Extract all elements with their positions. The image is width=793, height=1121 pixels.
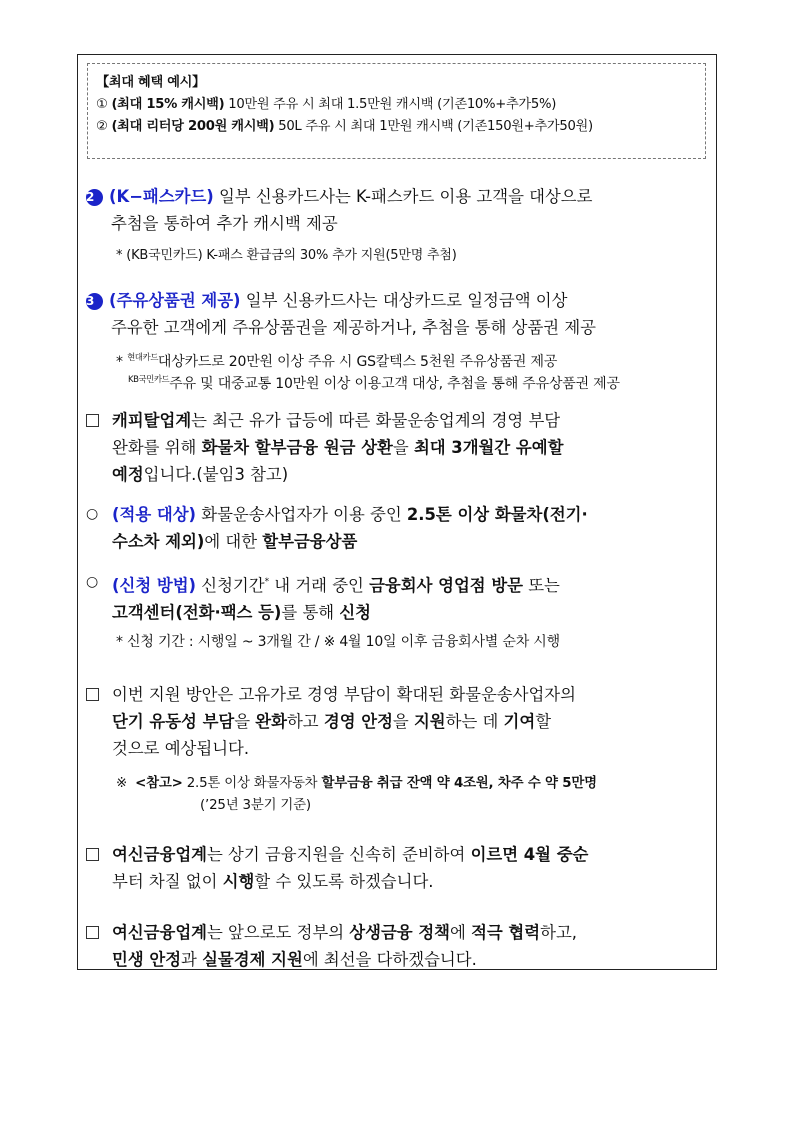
capital-text: 완화를 위해 — [112, 438, 202, 457]
kpass-line2: 추첨을 통하여 추가 캐시백 제공 — [111, 214, 338, 233]
benefit-item-text: 50L 주유 시 최대 1만원 캐시백 (기존150원+추가50원) — [274, 119, 593, 134]
issuer-label: 현대카드 — [127, 353, 158, 363]
kpass-heading: (K−패스카드) — [109, 187, 214, 206]
square-bullet-icon — [86, 414, 99, 427]
effect-line3: 것으로 예상됩니다. — [112, 739, 250, 758]
reference-bold: 할부금융 취급 잔액 약 4조원, 차주 수 약 5만명 — [321, 776, 597, 791]
voucher-heading: (주유상품권 제공) — [109, 291, 241, 310]
effect-bold: 단기 유동성 부담 — [112, 712, 235, 731]
target-bold: 할부금융상품 — [262, 532, 358, 551]
credit-text: 에 최선을 다하겠습니다. — [302, 950, 477, 969]
reference-note — [116, 773, 597, 795]
circled-number-1: ① — [96, 97, 108, 112]
document-frame — [77, 54, 717, 970]
capital-text: 을 — [392, 438, 414, 457]
credit-text: 는 앞으로도 정부의 — [207, 923, 350, 942]
target-bold: 수소차 제외) — [112, 532, 205, 551]
reference-text: 2.5톤 이상 화물자동차 — [182, 776, 322, 791]
benefit-item — [96, 94, 695, 116]
capital-bold: 화물차 할부금융 원금 상환 — [201, 438, 393, 457]
credit-text: 할 수 있도록 하겠습니다. — [254, 872, 434, 891]
capital-section — [86, 407, 712, 488]
benefit-item-heading: (최대 리터당 200원 캐시백) — [111, 119, 275, 134]
method-bold: 고객센터(전화·팩스 등) — [112, 603, 282, 622]
square-bullet-icon — [86, 688, 99, 701]
benefit-item-heading: (최대 15% 캐시백) — [111, 97, 225, 112]
method-bold: 금융회사 영업점 방문 — [369, 576, 524, 595]
reference-line2: (’25년 3분기 기준) — [200, 798, 311, 813]
method-note: * 신청 기간 : 시행일 ~ 3개월 간 / ※ 4월 10일 이후 금융회사별 순차 시행 — [116, 634, 560, 650]
effect-line1: 이번 지원 방안은 고유가로 경영 부담이 확대된 화물운송사업자의 — [112, 685, 576, 704]
credit-text: 하고, — [540, 923, 577, 942]
voucher-note-text: 주유 및 대중교통 10만원 이상 이용고객 대상, 추첨을 통해 주유상품권 제공 — [169, 376, 620, 392]
reference-label: <참고> — [135, 776, 183, 791]
effect-bold: 경영 안정 — [323, 712, 393, 731]
voucher-section — [86, 287, 712, 341]
method-heading: (신청 방법) — [112, 576, 197, 595]
benefit-item-text: 10만원 주유 시 최대 1.5만원 캐시백 (기존10%+추가5%) — [224, 97, 557, 112]
credit-industry-section-2 — [86, 919, 712, 973]
kpass-note: * (KB국민카드) K-패스 환급금의 30% 추가 지원(5만명 추첨) — [116, 248, 457, 263]
capital-industry-bold: 캐피탈업계 — [112, 411, 192, 430]
method-text: 신청기간 — [196, 576, 265, 595]
credit-bold: 여신금융업계 — [112, 923, 207, 942]
method-bold: 신청 — [339, 603, 372, 622]
method-text: 내 거래 중인 — [269, 576, 370, 595]
target-text: 화물운송사업자가 이용 중인 — [196, 505, 407, 524]
target-heading: (적용 대상) — [112, 505, 197, 524]
square-bullet-icon — [86, 848, 99, 861]
effect-bold: 기여 — [503, 712, 536, 731]
credit-text: 에 — [450, 923, 472, 942]
number-2-icon: 2 — [86, 189, 103, 206]
credit-text: 과 — [181, 950, 203, 969]
circled-number-2: ② — [96, 119, 108, 134]
benefit-example-box — [87, 63, 706, 159]
square-bullet-icon — [86, 926, 99, 939]
kpass-line1: 일부 신용카드사는 K-패스카드 이용 고객을 대상으로 — [213, 187, 593, 206]
target-text: 에 대한 — [204, 532, 263, 551]
credit-bold: 상생금융 정책 — [349, 923, 451, 942]
number-3-icon: 3 — [86, 293, 103, 310]
voucher-line2: 주유한 고객에게 주유상품권을 제공하거나, 추첨을 통해 상품권 제공 — [111, 318, 597, 337]
effect-bold: 지원 — [413, 712, 446, 731]
credit-bold: 실물경제 지원 — [202, 950, 303, 969]
hollow-bullet-icon: ○ — [86, 506, 99, 522]
credit-bold: 시행 — [222, 872, 255, 891]
benefit-item — [96, 116, 695, 138]
credit-text: 부터 차질 없이 — [112, 872, 223, 891]
method-section — [86, 569, 712, 626]
effect-section — [86, 681, 712, 762]
note-asterisk: * — [116, 354, 128, 370]
voucher-note-2 — [128, 369, 620, 395]
credit-bold: 이르면 4월 중순 — [470, 845, 589, 864]
effect-text: 하고 — [286, 712, 324, 731]
hollow-bullet-icon: ○ — [86, 574, 99, 590]
capital-bold: 최대 3개월간 유예할 — [413, 438, 564, 457]
footnote-mark: * — [264, 577, 270, 587]
target-bold: 2.5톤 이상 화물차(전기· — [406, 505, 588, 524]
reference-mark: ※ — [116, 776, 128, 791]
effect-text: 하는 데 — [445, 712, 504, 731]
effect-text: 할 — [535, 712, 552, 731]
kpass-section — [86, 183, 712, 237]
credit-bold: 여신금융업계 — [112, 845, 207, 864]
method-text: 를 통해 — [281, 603, 340, 622]
voucher-note-text: 대상카드로 20만원 이상 주유 시 GS칼텍스 5천원 주유상품권 제공 — [157, 354, 558, 370]
capital-text: 는 최근 유가 급등에 따른 화물운송업계의 경영 부담 — [191, 411, 561, 430]
credit-bold: 적극 협력 — [471, 923, 541, 942]
benefit-box-title: 【최대 혜택 예시】 — [96, 75, 205, 90]
voucher-line1: 일부 신용카드사는 대상카드로 일정금액 이상 — [240, 291, 568, 310]
credit-industry-section-1 — [86, 841, 712, 895]
effect-text: 을 — [234, 712, 256, 731]
capital-text: 입니다.(붙임3 참고) — [143, 465, 289, 484]
effect-bold: 완화 — [255, 712, 287, 731]
target-section — [86, 501, 712, 555]
credit-bold: 민생 안정 — [112, 950, 182, 969]
effect-text: 을 — [392, 712, 414, 731]
issuer-label: KB국민카드 — [128, 375, 170, 385]
method-text: 또는 — [523, 576, 560, 595]
credit-text: 는 상기 금융지원을 신속히 준비하여 — [207, 845, 471, 864]
capital-bold: 예정 — [112, 465, 144, 484]
